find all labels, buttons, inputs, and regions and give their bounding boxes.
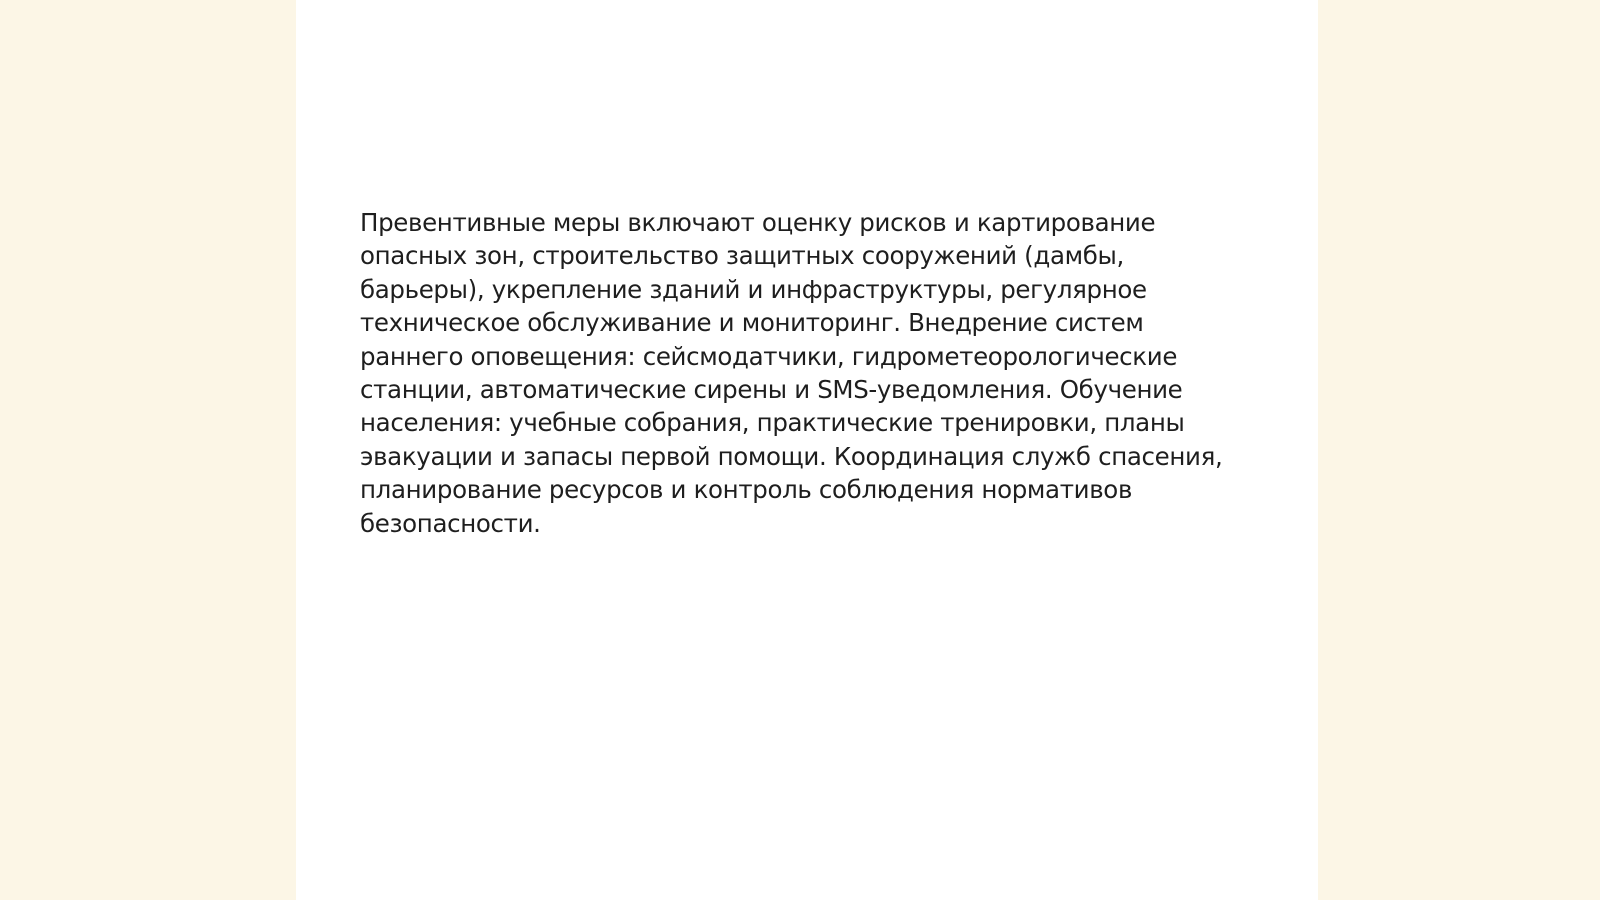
- document-page: [296, 0, 1318, 900]
- body-paragraph: Превентивные меры включают оценку рисков и картирование опасных зон, строительство защитных сооружений (дамбы, барьеры), укрепление зданий и инфраструктуры, регулярное техническое обслуживание и мониторинг. Внедрение систем раннего оповещения: сейсмодатчики, гидрометеорологические станции, автоматические сирены и SMS-уведомления. Обучение населения: учебные собрания, практические тренировки, планы эвакуации и запасы первой помощи. Координация служб спасения, планирование ресурсов и контроль соблюдения нормативов безопасности.: [360, 208, 1223, 538]
